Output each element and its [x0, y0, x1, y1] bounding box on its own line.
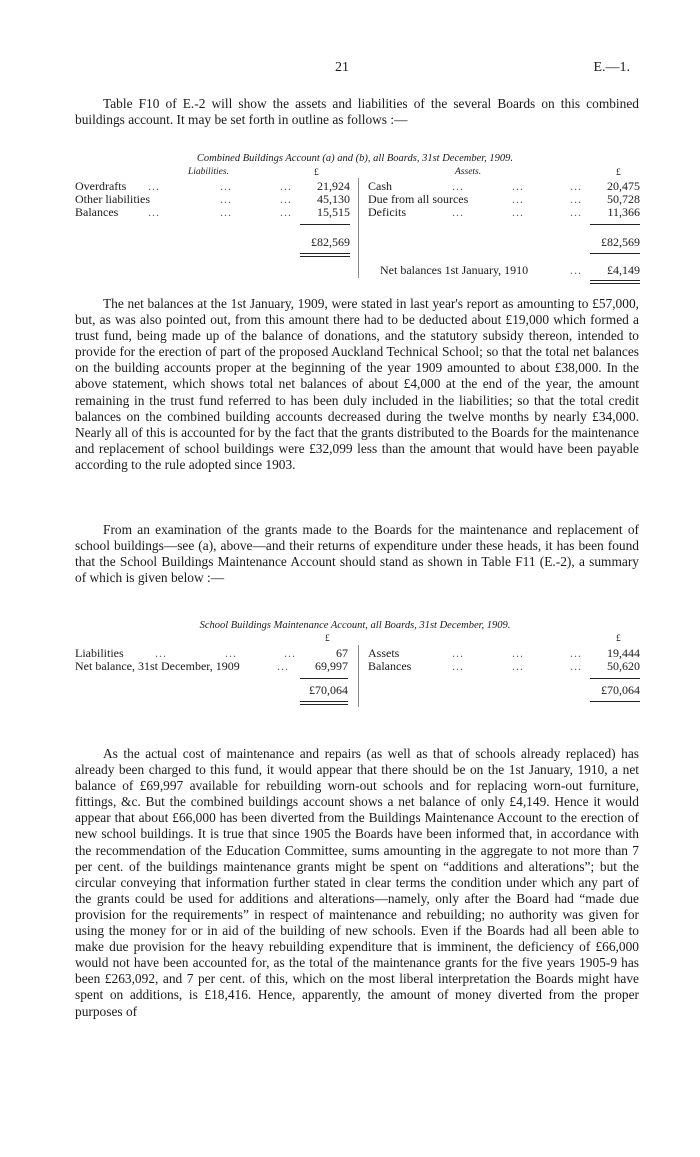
leader-dots: ... — [512, 205, 524, 219]
leader-dots: ... — [280, 192, 292, 206]
leader-dots: ... — [570, 646, 582, 660]
table2-right-label: Balances — [368, 659, 412, 673]
table2-right-currency: £ — [616, 634, 621, 644]
leader-dots: ... — [452, 179, 464, 193]
table1-right-total-rule — [590, 224, 640, 225]
table2-left-double-rule — [300, 701, 348, 702]
leader-dots: ... — [452, 646, 464, 660]
table1-asset-label: Due from all sources — [368, 192, 469, 206]
leader-dots: ... — [148, 179, 160, 193]
table2-right-value: 50,620 — [607, 659, 640, 673]
table2-left-double-rule — [300, 704, 348, 705]
table1-caption: Combined Buildings Account (a) and (b), all Boards, 31st December, 1909. — [196, 153, 514, 164]
leader-dots: ... — [277, 659, 289, 673]
table2-right-value: 19,444 — [607, 646, 640, 660]
table1-asset-value: 11,366 — [607, 205, 640, 219]
intro-paragraph: Table F10 of E.-2 will show the assets and liabilities of the several Boards on this combined buildings account. It may be set forth in outline as follows :— — [75, 96, 639, 128]
table2-left-value: 67 — [336, 646, 348, 660]
leader-dots: ... — [220, 205, 232, 219]
table2-left-label: Liabilities — [75, 646, 124, 660]
table1-right-double-rule — [590, 253, 640, 254]
page-header — [75, 60, 630, 80]
table1-asset-value: 20,475 — [607, 179, 640, 193]
table1-left-double-rule — [300, 253, 350, 254]
leader-dots: ... — [570, 205, 582, 219]
leader-dots: ... — [155, 646, 167, 660]
leader-dots: ... — [220, 192, 232, 206]
paragraph-examination: From an examination of the grants made to the Boards for the maintenance and replacement of school buildings—see (a), above—and their returns of expenditure under these heads, it has been found that the School Buildings Maintenance Account should stand as shown in Table F11 (E.-2), a summary of which is given below :— — [75, 522, 639, 586]
table1-left-double-rule — [300, 256, 350, 257]
leader-dots: ... — [148, 205, 160, 219]
table2-caption: School Buildings Maintenance Account, all Boards, 31st December, 1909. — [199, 620, 511, 631]
table1-asset-label: Deficits — [368, 205, 406, 219]
table1-right-currency: £ — [616, 168, 621, 178]
leader-dots: ... — [452, 659, 464, 673]
table2-left-total: £70,064 — [309, 683, 348, 697]
table1-liabilities-heading: Liabilities. — [188, 167, 229, 177]
document-reference: E.—1. — [593, 60, 630, 75]
table1-asset-value: 50,728 — [607, 192, 640, 206]
table1-assets-total: £82,569 — [601, 235, 640, 249]
leader-dots: ... — [280, 179, 292, 193]
table1-liability-value: 21,924 — [317, 179, 350, 193]
leader-dots: ... — [570, 179, 582, 193]
leader-dots: ... — [570, 192, 582, 206]
table1-liabilities-total: £82,569 — [311, 235, 350, 249]
table2-left-total-rule — [300, 678, 348, 679]
table2-left-label: Net balance, 31st December, 1909 — [75, 659, 240, 673]
leader-dots: ... — [512, 659, 524, 673]
paragraph-maintenance-cost: As the actual cost of maintenance and repairs (as well as that of schools already replaced) has already been charged to this fund, it would appear that there should be on the 1st January, 1910, a net balance of £69,997 available for rebuilding worn-out schools and for replacing worn-out furniture, fittings, &c. But the combined buildings account shows a net balance of only £4,149. Hence it would appear that about £66,000 has been diverted from the Buildings Maintenance Account to the erection of new school buildings. It is true that since 1905 the Boards have been informed that, in accordance with the recommendation of the Education Committee, sums amounting in the aggregate to not more than 7 per cent. of the buildings maintenance grants might be spent on “additions and alterations”; but the circular conveying that information further stated in clear terms the condition under which any part of the grants could be used for additions and alterations—namely, only after the Board had “made due provision for the requirements” in respect of maintenance and rebuilding; no authority was given for using the money for or in aid of the building of new schools. Even if the Boards had all been able to make due provision for the heavy rebuilding expenditure that is imminent, the deficiency of £66,000 would not have been accounted for, as the total of the maintenance grants for the five years 1905-9 has been £263,092, and 7 per cent. of this, which on the most liberal interpretation the Boards might have spent on additions, is £18,416. Hence, apparently, the amount of money diverted from the proper purposes of — [75, 746, 639, 1019]
table1-net-double-rule — [590, 283, 640, 284]
table1-asset-label: Cash — [368, 179, 392, 193]
table2-left-currency: £ — [325, 634, 330, 644]
table1-net-balance-value: £4,149 — [607, 263, 640, 277]
table1-column-divider — [358, 178, 359, 278]
table2-right-label: Assets — [368, 646, 400, 660]
leader-dots: ... — [452, 205, 464, 219]
table1-liability-label: Overdrafts — [75, 179, 127, 193]
leader-dots: ... — [225, 646, 237, 660]
table1-liability-label: Other liabilities — [75, 192, 150, 206]
page-number: 21 — [335, 60, 349, 75]
table2-right-total-rule — [590, 678, 640, 679]
leader-dots: ... — [284, 646, 296, 660]
table1-net-double-rule — [590, 280, 640, 281]
table1-assets-heading: Assets. — [455, 167, 482, 177]
leader-dots: ... — [220, 179, 232, 193]
table1-liability-label: Balances — [75, 205, 119, 219]
paragraph-net-balances: The net balances at the 1st January, 1909, were stated in last year's report as amounting to £57,000, but, as was also pointed out, from this amount there had to be deducted about £19,000 which formed a trust fund, being made up of the balance of donations, and the statutory subsidy thereon, intended to provide for the erection of part of the proposed Auckland Technical School; so that the total net balances on the building accounts proper at the beginning of the year 1909 amounted to about £38,000. In the above statement, which shows total net balances of about £4,000 at the end of the year, the amount remaining in the trust fund referred to has been duly included in the liabilities; so that the total credit balances on the combined building accounts decreased during the twelve months by nearly £34,000. Nearly all of this is accounted for by the fact that the grants distributed to the Boards for the maintenance and replacement of school buildings were £32,099 less than the amount that would have been payable according to the rule adopted since 1903. — [75, 296, 639, 472]
table2-left-value: 69,997 — [315, 659, 348, 673]
table2-column-divider — [358, 645, 359, 707]
table1-net-balance-label: Net balances 1st January, 1910 — [380, 263, 529, 277]
leader-dots: ... — [570, 659, 582, 673]
table1-liability-value: 15,515 — [317, 205, 350, 219]
leader-dots: ... — [570, 263, 582, 277]
table2-right-total: £70,064 — [601, 683, 640, 697]
leader-dots: ... — [512, 646, 524, 660]
table1-left-currency: £ — [314, 168, 319, 178]
table2-right-double-rule — [590, 701, 640, 702]
table1-liability-value: 45,130 — [317, 192, 350, 206]
leader-dots: ... — [512, 192, 524, 206]
leader-dots: ... — [280, 205, 292, 219]
table1-left-total-rule — [300, 224, 350, 225]
leader-dots: ... — [512, 179, 524, 193]
